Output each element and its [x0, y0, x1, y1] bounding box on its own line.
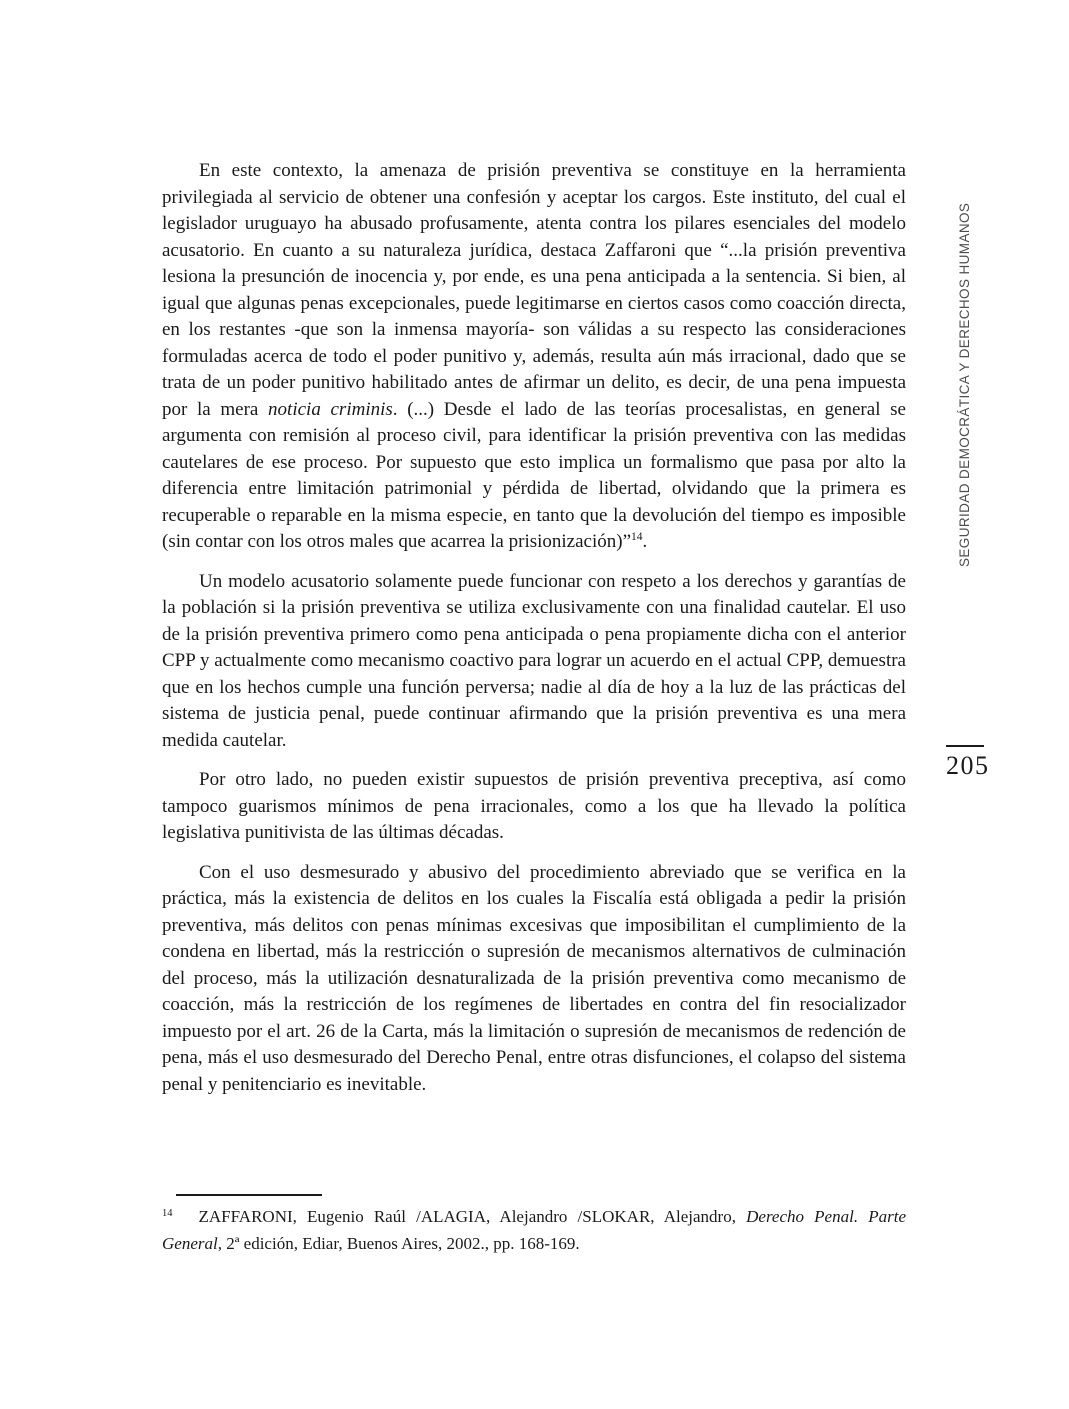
footnote-14: [162, 1203, 906, 1257]
page-number-block: [946, 745, 990, 781]
footnote-book-title-italic: Derecho Penal. Parte General: [162, 1207, 906, 1253]
footnote-reference-14: 14: [631, 531, 643, 543]
footnote-block: [162, 1194, 906, 1257]
paragraph-1-text: .: [642, 531, 648, 552]
page-number: 205: [946, 751, 990, 780]
paragraph-2: Un modelo acusatorio solamente puede funcionar con respeto a los derechos y garantías de la población si la prisión preventiva se utiliza exclusivamente con una finalidad cautelar. El uso de la prisión preventiva primero como pena anticipada o pena propiamente dicha con el anterior CPP y actualmente como mecanismo coactivo para lograr un acuerdo en el actual CPP, demuestra que en los hechos cumple una función perversa; nadie al día de hoy a la luz de las prácticas del sistema de justicia penal, puede continuar afirmando que la prisión preventiva es una mera medida cautelar.: [162, 570, 906, 751]
footnote-citation-text: ZAFFARONI, Eugenio Raúl /ALAGIA, Alejandro /SLOKAR, Alejandro,: [198, 1207, 747, 1226]
footnote-separator-rule: [176, 1194, 322, 1196]
latin-phrase-italic: noticia criminis: [268, 398, 393, 420]
paragraph-1: [162, 158, 906, 556]
paragraph-1-text: . (...) Desde el lado de las teorías procesalistas, en general se argumenta con remisión al proceso civil, para identificar la prisión preventiva con las medidas cautelares de ese proceso. Por supuesto que esto implica un formalismo que pasa por alto la diferencia entre limitación patrimonial y pérdida de libertad, olvidando que la primera es recuperable o reparable en la misma especie, en tanto que la devolución del tiempo es imposible (sin contar con los otros males que acarrea la prisionización)”: [162, 398, 906, 552]
footnote-citation-text: , 2ª edición, Ediar, Buenos Aires, 2002., pp. 168-169.: [217, 1234, 580, 1253]
paragraph-3: Por otro lado, no pueden existir supuestos de prisión preventiva preceptiva, así como tampoco guarismos mínimos de pena irracionales, como a los que ha llevado la política legislativa punitivista de las últimas décadas.: [162, 769, 906, 843]
paragraph-1-text: En este contexto, la amenaza de prisión preventiva se constituye en la herramienta privilegiada al servicio de obtener una confesión y aceptar los cargos. Este instituto, del cual el legislador uruguayo ha abusado profusamente, atenta contra los pilares esenciales del modelo acusatorio. En cuanto a su naturaleza jurídica, destaca Zaffaroni que “...la prisión preventiva lesiona la presunción de inocencia y, por ende, es una pena anticipada a la sentencia. Si bien, al igual que algunas penas excepcionales, puede legitimarse en ciertos casos como coacción directa, en los restantes -que son la inmensa mayoría- son válidas a su respecto las consideraciones formuladas acerca de todo el poder punitivo y, además, resulta aún más irracional, dado que se trata de un poder punitivo habilitado antes de afirmar un delito, es decir, de una pena impuesta por la mera: [162, 160, 906, 420]
footnote-marker: 14: [162, 1208, 173, 1219]
page-number-rule: [946, 745, 984, 747]
margin-section-title: SEGURIDAD DEMOCRÁTICA Y DERECHOS HUMANOS: [957, 202, 972, 567]
main-text-block: [162, 158, 906, 1111]
paragraph-4: Con el uso desmesurado y abusivo del procedimiento abreviado que se verifica en la práctica, más la existencia de delitos en los cuales la Fiscalía está obligada a pedir la prisión preventiva, más delitos con penas mínimas excesivas que imposibilitan el cumplimiento de la condena en libertad, más la restricción o supresión de mecanismos alternativos de culminación del proceso, más la utilización desnaturalizada de la prisión preventiva como mecanismo de coacción, más la restricción de los regímenes de libertades en contra del fin resocializador impuesto por el art. 26 de la Carta, más la limitación o supresión de mecanismos de redención de pena, más el uso desmesurado del Derecho Penal, entre otras disfunciones, el colapso del sistema penal y penitenciario es inevitable.: [162, 861, 906, 1095]
